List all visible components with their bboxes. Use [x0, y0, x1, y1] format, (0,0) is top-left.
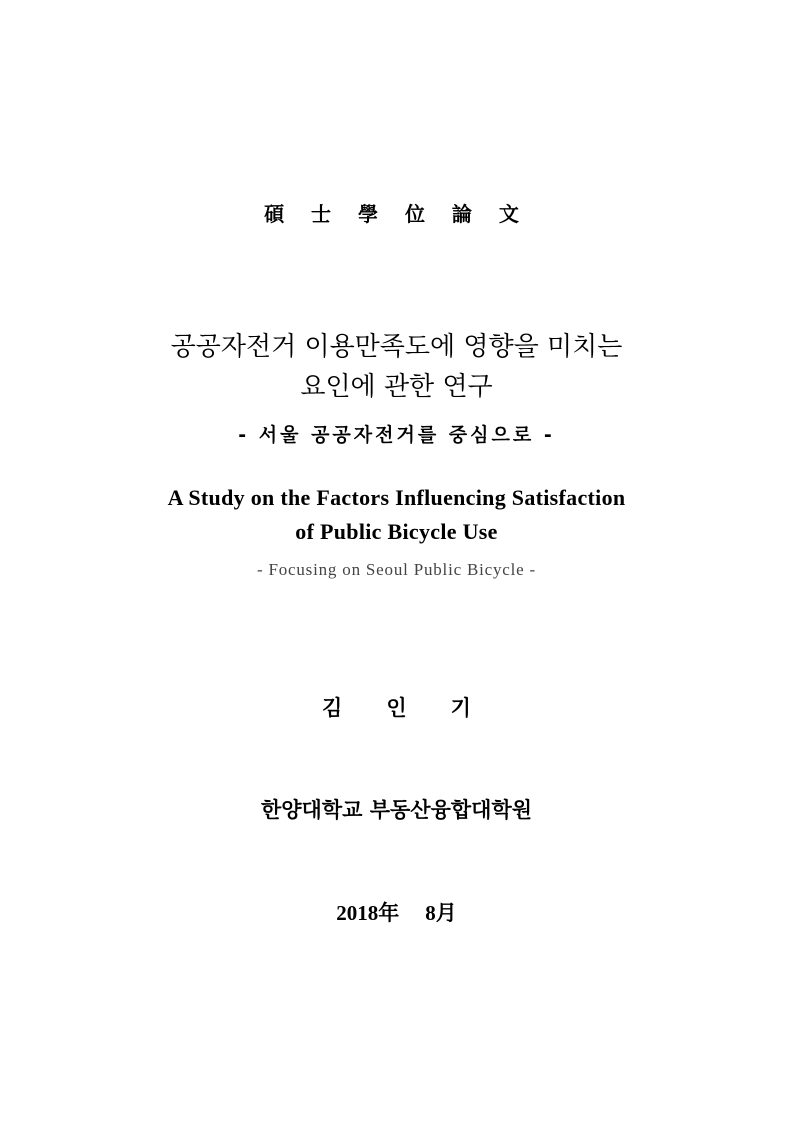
english-subtitle: - Focusing on Seoul Public Bicycle - [256, 560, 537, 579]
date-year: 2018年 [336, 901, 400, 925]
author-char-3: 기 [450, 696, 471, 720]
graduate-school-name: 한양대학교 부동산융합대학원 [260, 798, 533, 822]
korean-subtitle: - 서울 공공자전거를 중심으로 - [238, 424, 555, 446]
english-title-line-2: of Public Bicycle Use [295, 519, 498, 544]
degree-label: 碩 士 學 位 論 文 [264, 202, 529, 226]
author-char-2: 인 [386, 696, 407, 720]
submission-date [0, 897, 793, 927]
english-title-line-1: A Study on the Factors Influencing Satisfaction [167, 485, 626, 510]
author-char-1: 김 [322, 696, 343, 720]
korean-title-line-1: 공공자전거 이용만족도에 영향을 미치는 [170, 332, 623, 362]
date-month: 8月 [425, 901, 457, 925]
author-name [0, 692, 793, 722]
korean-title-line-2: 요인에 관한 연구 [300, 372, 493, 402]
